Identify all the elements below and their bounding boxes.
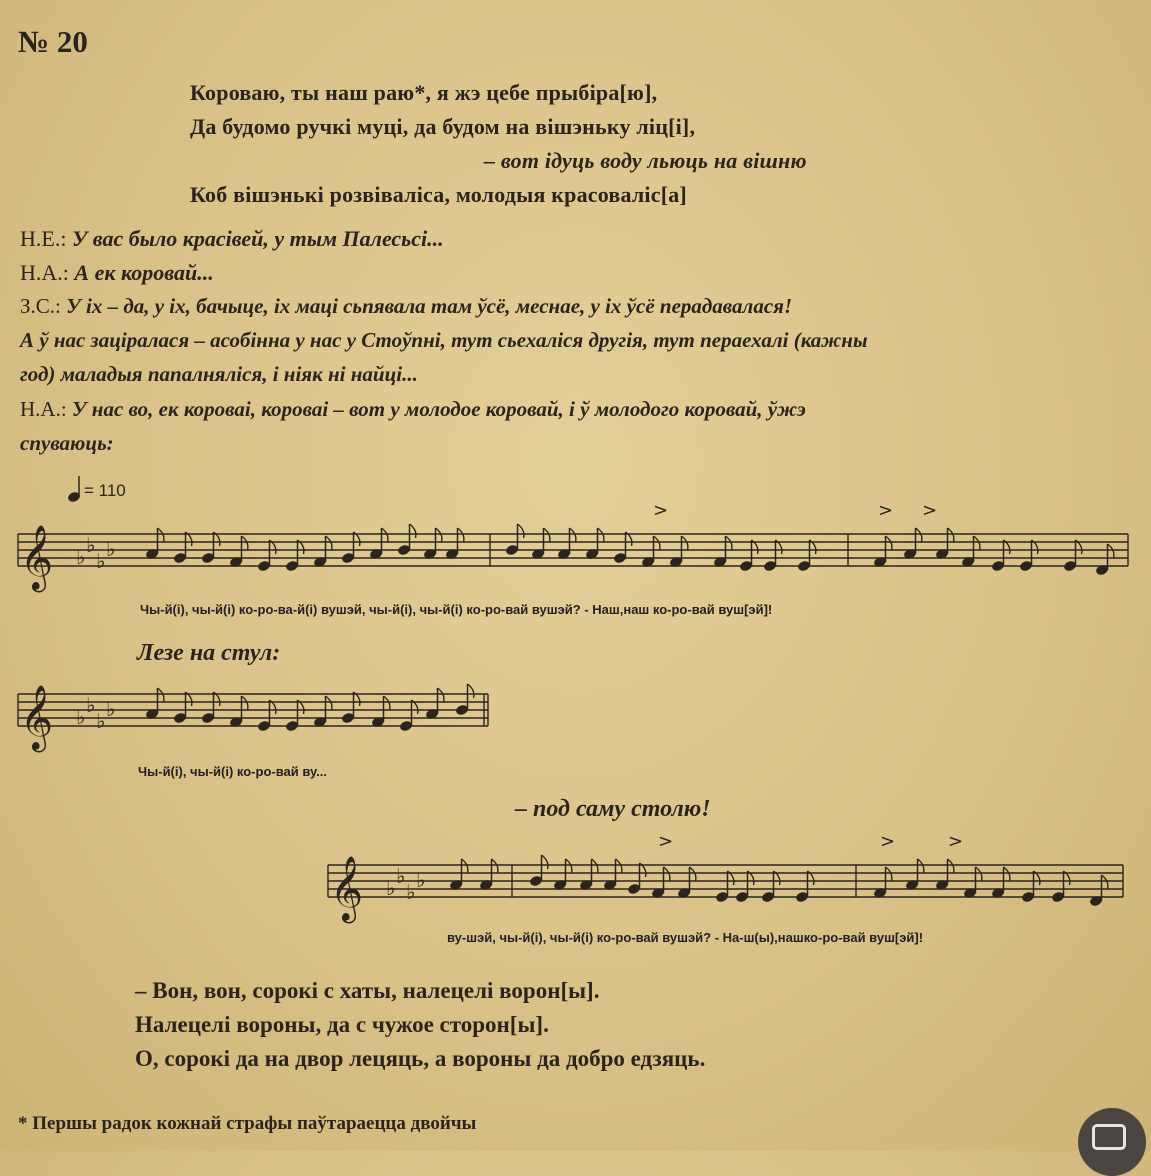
quarter-note-icon — [66, 474, 86, 504]
treble-clef-icon: 𝄞 — [330, 856, 364, 921]
speech: У нас во, ек короваі, короваі – вот у молодое коровай, і ў молодого коровай, ўжэ — [71, 397, 806, 421]
poem-line-4: Коб вішэнькі розвіваліса, молодыя красоваліс[а] — [190, 182, 687, 207]
speech: У іх – да, у іх, бачыце, іх маці сьпявала там ўсё, меснае, у іх ўсё перадавалася! — [66, 294, 793, 318]
flat-sign-icon: ♭ — [106, 537, 116, 561]
text-scan-icon[interactable] — [1078, 1108, 1146, 1176]
speech: А ек коровай... — [74, 260, 214, 285]
speaker: З.С.: — [20, 294, 61, 318]
music-staff-2 — [18, 684, 488, 754]
dialogue-continuation: А ў нас заціралася – асобінна у нас у Стоўпні, тут сьехаліся другія, тут пераехалі (кажны — [20, 328, 868, 352]
speech: У вас было красівей, у тым Палесьсі... — [71, 226, 444, 251]
dialogue-line — [20, 226, 444, 252]
music-staff-1 — [18, 500, 1133, 594]
verse-line-2: Налецелі вороны, да с чужое сторон[ы]. — [135, 1012, 549, 1037]
accent-mark: > — [922, 500, 938, 521]
dialogue-line — [20, 294, 792, 319]
speaker: Н.Е.: — [20, 226, 67, 251]
footnote: * Першы радок кожнай страфы паўтараецца двойчы — [18, 1113, 477, 1134]
treble-clef-icon: 𝄞 — [20, 685, 54, 750]
song-number: № 20 — [18, 24, 88, 59]
treble-clef-icon: 𝄞 — [20, 525, 54, 590]
accent-mark: > — [653, 500, 669, 521]
tempo-marking: = 110 — [84, 481, 126, 500]
speaker: Н.А.: — [20, 260, 69, 285]
dialogue-line — [20, 397, 806, 422]
staff-1-lyrics: Чы-й(і), чы-й(і) ко-ро-ва-й(і) вушэй, чы-й(і), чы-й(і) ко-ро-вай вушэй? - Наш,наш ко-ро-вай вуш[эй]! — [140, 602, 773, 617]
verse-line-1: – Вон, вон, сорокі с хаты, налецелі ворон[ы]. — [135, 978, 600, 1003]
accent-mark: > — [880, 831, 896, 852]
flat-sign-icon: ♭ — [96, 709, 106, 733]
music-staff-3 — [328, 831, 1128, 925]
flat-sign-icon: ♭ — [406, 880, 416, 904]
accent-mark: > — [658, 831, 674, 852]
flat-sign-icon: ♭ — [96, 549, 106, 573]
accent-mark: > — [878, 500, 894, 521]
staff-3-lyrics: ву-шэй, чы-й(і), чы-й(і) ко-ро-вай вушэй? - На-ш(ы),нашко-ро-вай вуш[эй]! — [447, 930, 924, 945]
flat-sign-icon: ♭ — [86, 693, 96, 717]
verse-line-3: О, сорокі да на двор лецяць, а вороны да добро едзяць. — [135, 1046, 706, 1071]
dialogue-line — [20, 260, 214, 286]
stage-cue-2: – под саму столю! — [515, 796, 711, 822]
poem-line-3: – вот ідуць воду льюць на вішню — [484, 148, 807, 173]
speaker: Н.А.: — [20, 397, 67, 421]
dialogue-continuation: год) маладыя папалняліся, і ніяк ні найці... — [20, 362, 418, 386]
flat-sign-icon: ♭ — [106, 697, 116, 721]
flat-sign-icon: ♭ — [76, 545, 86, 569]
poem-line-2: Да будомо ручкі муці, да будом на вішэньку ліц[і], — [190, 114, 696, 139]
flat-sign-icon: ♭ — [386, 876, 396, 900]
staff-2-lyrics: Чы-й(і), чы-й(і) ко-ро-вай ву... — [138, 764, 327, 779]
flat-sign-icon: ♭ — [86, 533, 96, 557]
stage-cue-1: Лезе на стул: — [137, 640, 281, 666]
poem-line-1: Короваю, ты наш раю*, я жэ цебе прыбіра[ю], — [190, 80, 658, 105]
dialogue-continuation: спуваюць: — [20, 431, 114, 455]
flat-sign-icon: ♭ — [396, 864, 406, 888]
accent-mark: > — [948, 831, 964, 852]
flat-sign-icon: ♭ — [416, 868, 426, 892]
flat-sign-icon: ♭ — [76, 705, 86, 729]
